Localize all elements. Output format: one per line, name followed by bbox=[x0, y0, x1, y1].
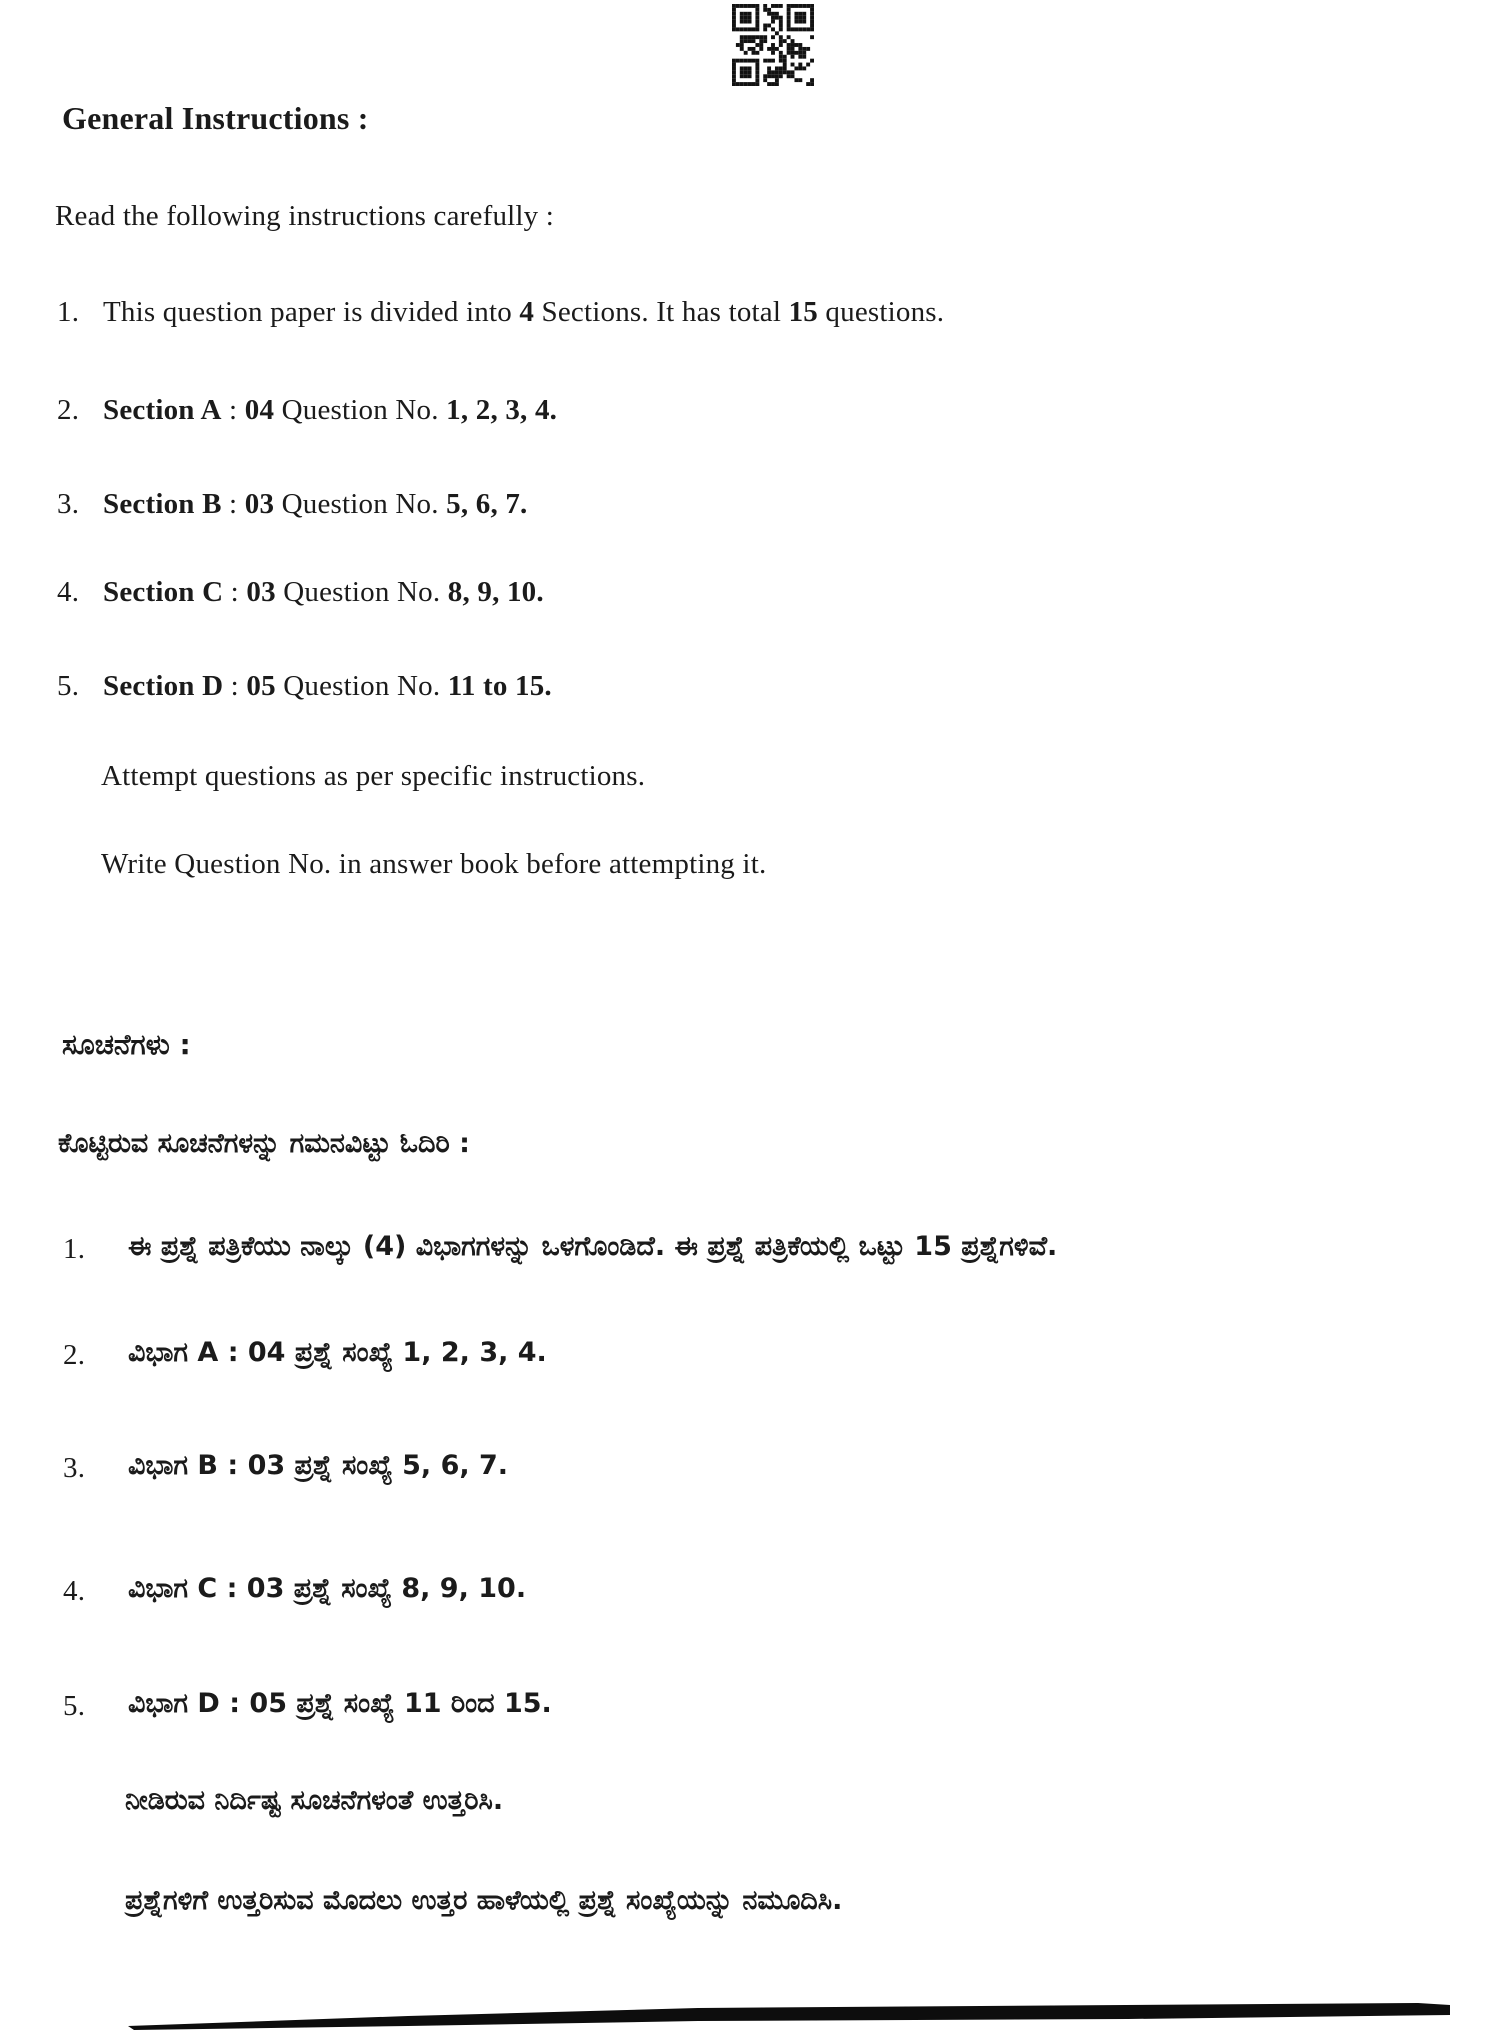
kannada-instruction-item: ವಿಭಾಗ C : 03 ಪ್ರಶ್ನೆ ಸಂಖ್ಯೆ 8, 9, 10. bbox=[128, 1573, 527, 1604]
kannada-instructions-intro: ಕೊಟ್ಟಿರುವ ಸೂಚನೆಗಳನ್ನು ಗಮನವಿಟ್ಟು ಓದಿರಿ : bbox=[58, 1128, 470, 1159]
kannada-instruction-item: ವಿಭಾಗ A : 04 ಪ್ರಶ್ನೆ ಸಂಖ್ಯೆ 1, 2, 3, 4. bbox=[128, 1337, 547, 1368]
text-segment: : bbox=[221, 488, 245, 520]
list-number: 2. bbox=[57, 394, 80, 426]
kannada-instruction-item: ಈ ಪ್ರಶ್ನೆ ಪತ್ರಿಕೆಯು ನಾಲ್ಕು (4) ವಿಭಾಗಗಳನ್ನು ಒಳಗೊಂಡಿದೆ. ಈ ಪ್ರಶ್ನೆ ಪತ್ರಿಕೆಯಲ್ಲಿ ಒಟ್ಟು 15 ಪ್ರಶ್ನೆಗಳಿವೆ. bbox=[128, 1231, 1058, 1262]
list-number: 1. bbox=[57, 296, 80, 328]
text-segment: Question No. bbox=[275, 670, 448, 702]
list-number: 4. bbox=[57, 576, 80, 608]
text-segment: : bbox=[223, 576, 247, 608]
list-number: 3. bbox=[63, 1452, 86, 1484]
text-segment: 1, 2, 3, 4. bbox=[446, 394, 558, 426]
text-segment: 03 bbox=[244, 488, 275, 520]
english-instructions-heading: General Instructions : bbox=[62, 100, 369, 136]
english-instructions-intro: Read the following instructions carefully : bbox=[55, 200, 555, 232]
text-segment: questions. bbox=[817, 296, 945, 328]
kannada-instructions-heading: ಸೂಚನೆಗಳು : bbox=[62, 1028, 191, 1061]
list-number: 3. bbox=[57, 488, 80, 520]
english-instruction-item bbox=[103, 670, 552, 703]
english-instruction-item bbox=[103, 576, 544, 609]
list-number: 1. bbox=[63, 1233, 86, 1265]
text-segment: : bbox=[223, 670, 247, 702]
text-segment: Section B bbox=[103, 488, 222, 520]
page-bottom-scan-bar bbox=[128, 2002, 1450, 2030]
text-segment: Section C bbox=[103, 576, 224, 608]
english-note-attempt: Attempt questions as per specific instructions. bbox=[101, 760, 646, 792]
kannada-note-attempt: ನೀಡಿರುವ ನಿರ್ದಿಷ್ಟ ಸೂಚನೆಗಳಂತೆ ಉತ್ತರಿಸಿ. bbox=[125, 1785, 504, 1816]
list-number: 2. bbox=[63, 1339, 86, 1371]
text-segment: 15 bbox=[788, 296, 818, 328]
list-number: 5. bbox=[63, 1690, 86, 1722]
qr-code bbox=[732, 4, 814, 86]
text-segment: 05 bbox=[246, 670, 276, 702]
kannada-note-write: ಪ್ರಶ್ನೆಗಳಿಗೆ ಉತ್ತರಿಸುವ ಮೊದಲು ಉತ್ತರ ಹಾಳೆಯಲ್ಲಿ ಪ್ರಶ್ನೆ ಸಂಖ್ಯೆಯನ್ನು ನಮೂದಿಸಿ. bbox=[125, 1885, 843, 1916]
text-segment: 4 bbox=[519, 296, 535, 328]
english-note-write: Write Question No. in answer book before attempting it. bbox=[101, 848, 767, 880]
list-number: 4. bbox=[63, 1575, 86, 1607]
english-instruction-item bbox=[103, 488, 528, 521]
english-instruction-item bbox=[103, 296, 944, 329]
text-segment: 04 bbox=[244, 394, 275, 426]
text-segment: 11 to 15. bbox=[447, 670, 552, 702]
text-segment: Question No. bbox=[275, 576, 448, 608]
text-segment: Sections. It has total bbox=[534, 296, 789, 328]
kannada-instruction-item: ವಿಭಾಗ D : 05 ಪ್ರಶ್ನೆ ಸಂಖ್ಯೆ 11 ರಿಂದ 15. bbox=[128, 1688, 552, 1719]
kannada-instruction-item: ವಿಭಾಗ B : 03 ಪ್ರಶ್ನೆ ಸಂಖ್ಯೆ 5, 6, 7. bbox=[128, 1450, 509, 1481]
text-segment: 5, 6, 7. bbox=[446, 488, 528, 520]
text-segment: Question No. bbox=[274, 394, 447, 426]
text-segment: 03 bbox=[246, 576, 276, 608]
text-segment: This question paper is divided into bbox=[103, 296, 520, 328]
list-number: 5. bbox=[57, 670, 80, 702]
text-segment: Section D bbox=[103, 670, 224, 702]
english-instruction-item bbox=[103, 394, 557, 427]
text-segment: : bbox=[221, 394, 245, 426]
text-segment: Section A bbox=[103, 394, 222, 426]
text-segment: Question No. bbox=[274, 488, 447, 520]
text-segment: 8, 9, 10. bbox=[447, 576, 544, 608]
